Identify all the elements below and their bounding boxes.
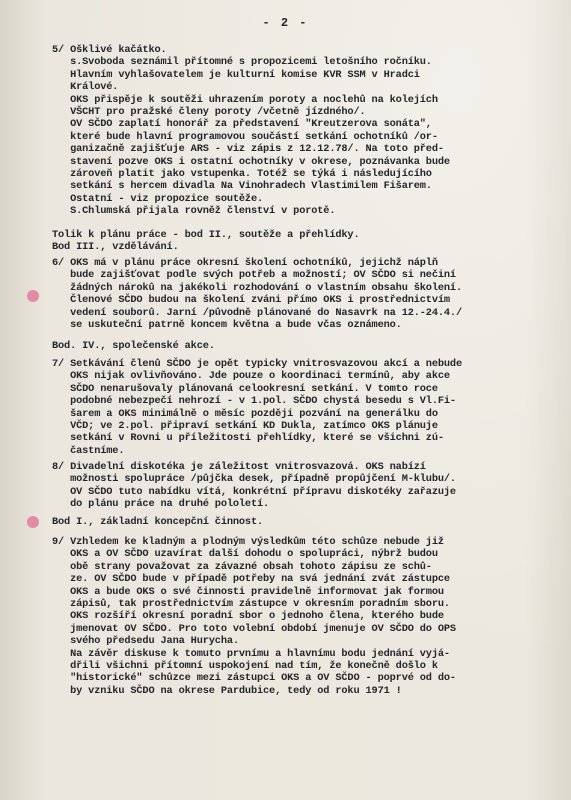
text-line: obě strany považovat za závazné obsah tohoto zápisu ze schů- — [52, 560, 432, 573]
text-line: se uskuteční patrně koncem května a bude včas oznámeno. — [52, 319, 402, 332]
text-line: VŠCHT pro pražské členy poroty /včetně jízdného/. — [52, 106, 366, 119]
text-line: Bod I., základní koncepční činnost. — [52, 516, 264, 528]
text-line: stavení pozve OKS i ostatní ochotníky v okrese, poznávanka bude — [52, 155, 450, 168]
text-line: ze. OV SČDO bude v případě potřeby na svá jednání zvát zástupce — [52, 573, 450, 586]
text-line: jmenovat OV SČDO. Pro toto volební období jmenuje OV SČDO do OPS — [52, 622, 456, 635]
text-line: možnosti spolupráce /půjčka desek, případně propůjčení M-klubu/. — [52, 473, 456, 486]
text-line: zároveň platit jako vstupenka. Totéž se týká i následujícího — [52, 168, 432, 181]
text-line: OKS rozšíří okresní poradní sbor o jednoho člena, kterého bude — [52, 610, 444, 623]
text-line: do plánu práce na druhé pololetí. — [52, 498, 270, 511]
text-line: S.Chlumská přijala rovněž členství v porotě. — [52, 205, 336, 218]
text-line: 7/ Setkávání členů SČDO je opět typicky vnitrosvazovou akcí a nebude — [52, 358, 462, 370]
text-line: podobné nebezpečí nehrozí - v 1.pol. SČDO chystá besedu s Vl.Fi- — [52, 395, 456, 408]
text-line: OV SČDO tuto nabídku vítá, konkrétní přípravu diskotéky zařazuje — [52, 485, 456, 498]
paragraph-t — [52, 229, 548, 254]
text-line: šarem a OKS minimálně o měsíc později pozvání na generálku do — [52, 407, 438, 420]
text-line: vedení souborů. Jarní /původně plánované do Nasavrk na 12.-24.4./ — [52, 306, 462, 319]
text-line: OKS a OV SČDO uzavírat další dohodu o spolupráci, nýbrž budou — [52, 548, 438, 561]
text-line: VČD; ve 2.pol. připraví setkání KD Dukla, zatímco OKS plánuje — [52, 420, 438, 433]
text-line: bude zajišťovat podle svých potřeb a možností; OV SČDO si nečiní — [52, 269, 456, 282]
text-line: setkání s hercem divadla Na Vinohradech Vlastimilem Fišarem. — [52, 180, 432, 193]
text-line: Členové SČDO budou na školení zváni přímo OKS i prostřednictvím — [52, 294, 450, 307]
text-line: by vzniku SČDO na okrese Pardubice, tedy od roku 1971 ! — [52, 684, 402, 697]
text-line: setkání v Rovni u příležitosti přehlídky, které se všichni zú- — [52, 432, 444, 445]
text-line: Hlavním vyhlašovatelem je kulturní komise KVR SSM v Hradci — [52, 68, 420, 81]
text-line: OKS a bude OKS o své činnosti pravidelně informovat jak formou — [52, 585, 444, 598]
text-line: častníme. — [52, 444, 125, 457]
punch-hole-mark — [27, 516, 39, 528]
paragraph-s5 — [52, 44, 548, 218]
text-line: Bod. IV., společenské akce. — [52, 340, 215, 352]
page-number: - 2 - — [262, 16, 309, 30]
text-line: dřili všichni přítomní uspokojení nad tím, že konečně došlo k — [52, 660, 438, 673]
text-line: Bod III., vzdělávání. — [52, 241, 179, 254]
paragraph-s7 — [52, 358, 548, 457]
text-line: zápisů, tak prostřednictvím zástupce v okresním poradním sboru. — [52, 598, 450, 611]
text-line: 5/ Ošklivé kačátko. — [52, 44, 167, 56]
text-line: 8/ Divadelní diskotéka je záležitost vnitrosvazová. OKS nabízí — [52, 461, 426, 473]
text-line: OKS nijak ovlivňováno. Jde pouze o koordinaci termínů, aby akce — [52, 370, 450, 383]
text-line: žádných nároků na jakékoli rozhodování o vlastním obsahu školení. — [52, 281, 462, 294]
text-line: 9/ Vzhledem ke kladným a plodným výsledkům této schůze nebude již — [52, 536, 444, 548]
text-line: které bude hlavní programovou součástí setkání ochotníků /or- — [52, 130, 438, 143]
text-line: ganizačně zajišťuje ARS - viz zápis z 12.12.78/. Na toto před- — [52, 143, 444, 156]
text-line: s.Svoboda seznámil přítomné s propozicemi letošního ročníku. — [52, 56, 432, 69]
text-line: Ostatní - viz propozice soutěže. — [52, 192, 264, 205]
punch-hole-mark — [27, 290, 39, 302]
text-line: Na závěr diskuse k tomuto prvnímu a hlavnímu bodu jednání vyjá- — [52, 647, 450, 660]
text-line: Tolik k plánu práce - bod II., soutěže a přehlídky. — [52, 229, 360, 241]
text-line: SČDO nenarušovaly plánovaná celookresní setkání. V tomto roce — [52, 382, 438, 395]
paragraph-b4 — [52, 340, 548, 352]
paragraph-b1 — [52, 516, 548, 528]
paragraph-s6 — [52, 257, 548, 331]
text-line: Králové. — [52, 81, 119, 94]
text-line: svého předsedu Jana Hurycha. — [52, 635, 239, 648]
text-line: 6/ OKS má v plánu práce okresní školení ochotníků, jejichž náplň — [52, 257, 438, 269]
text-line: "historické" schůzce mezi zástupci OKS a OV SČDO - poprvé od do- — [52, 672, 456, 685]
text-line: OV SČDO zaplatí honorář za představení "Kreutzerova sonáta", — [52, 118, 432, 131]
paragraph-s9 — [52, 536, 548, 697]
paragraph-s8 — [52, 461, 548, 511]
text-line: OKS přispěje k soutěži uhrazením poroty a noclehů na kolejích — [52, 93, 438, 106]
